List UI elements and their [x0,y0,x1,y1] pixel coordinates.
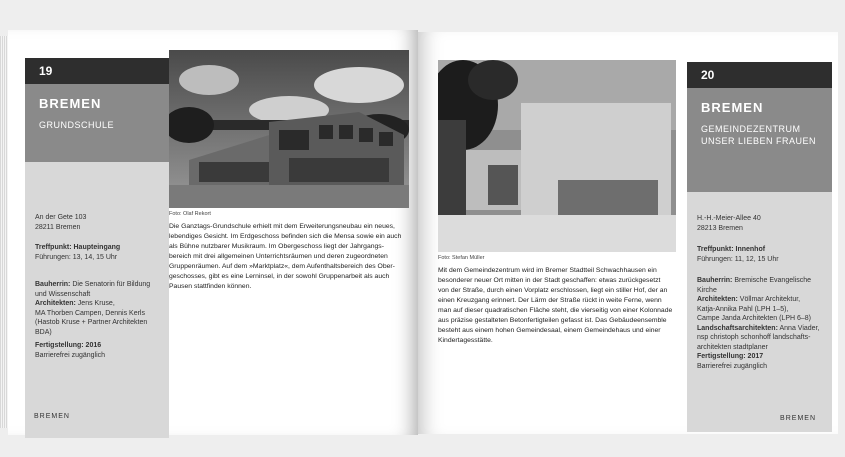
text-line: Gruppenräumen. Auf dem »Marktplatz«, dem Aufenthaltsbereich des Ober- [169,263,395,270]
text-line: einen Kreuzgang erinnert. Der Lärm der Straße rückt in weite Ferne, wenn [438,297,662,304]
community-center-image [438,60,676,252]
text-line: man auf dieser quadratischen Fläche steht, die vierseitig von einer Kolonnade [438,307,673,314]
building-name [701,123,818,147]
address-line: H.-H.-Meier-Allee 40 [697,215,761,222]
description [438,266,683,346]
left-page [8,30,418,435]
architects-line: MA Thorben Campen, Dennis Kerls [35,309,145,317]
credits-block [35,280,163,337]
credits-block [697,276,826,352]
text-line: Mit dem Gemeindezentrum wird im Bremer Stadtteil Schwachhausen ein [438,267,657,274]
text-line: als Bühne nutzbarer Musikraum. Im Obergeschoss liegt der Jahrgangs- [169,243,384,250]
left-sidebar [25,58,169,438]
landscape-line: nsp christoph schonhoff landschafts- [697,334,811,341]
address-line: 28213 Bremen [697,224,743,232]
accessibility: Barrierefrei zugänglich [697,362,768,370]
address-block [35,213,163,232]
text-line: Die Ganztags-Grundschule erhielt mit dem Erweiterungsneubau ein neues, [169,223,395,230]
completion: Fertigstellung: 2017 [697,353,764,360]
building-name-line: GEMEINDEZENTRUM [701,124,801,134]
meeting-point: Treffpunkt: Innenhof [697,246,766,253]
title-box [687,88,832,192]
meeting-block [697,245,826,264]
building-name-line: UNSER LIEBEN FRAUEN [701,136,817,146]
tour-times: Führungen: 11, 12, 15 Uhr [697,255,779,263]
text-line: aus präzise gestalteten Betonfertigteilen gefasst ist. Das Gebäudeensemble [438,317,667,324]
completion-block [35,341,163,360]
description [169,222,414,292]
city-title: BREMEN [701,100,764,115]
landscape: Landschaftsarchitekten: Anna Viader, [697,324,820,332]
text-line: geschosses, gibt es eine Lerninsel, in der sowohl Gruppenarbeit als auch [169,273,390,280]
text-line: Pausen stattfinden können. [169,283,252,290]
text-line: besteht aus einem hohen Gemeindesaal, einem Gemeindehaus und einer [438,327,661,334]
completion: Fertigstellung: 2016 [35,342,102,349]
footer-label: BREMEN [34,413,70,420]
school-photo-image [169,50,409,208]
landscape-line: architekten stadtplaner [697,343,768,351]
accessibility: Barrierefrei zugänglich [35,351,106,359]
client: Bauherrin: Die Senatorin für Bildung und Wissenschaft [35,281,151,298]
architects-line: Campe Janda Architekten (LPH 6–8) [697,315,812,322]
text-line: bereich mit drei allgemeinen Unterrichtsräumen und deren zugeordneten [169,253,388,260]
building-type: GRUNDSCHULE [39,120,115,130]
address-block [697,214,826,233]
school-photo [169,50,409,208]
right-page [418,32,838,434]
meeting-block [35,243,163,262]
photo-credit: Foto: Olaf Rekort [169,211,211,217]
city-title: BREMEN [39,96,102,111]
meeting-point: Treffpunkt: Haupteingang [35,244,121,251]
entry-number: 19 [25,58,169,84]
text-line: lebendiges Gesicht. Im Erdgeschoss befinden sich die Mensa sowie ein auch [169,233,402,240]
tour-times: Führungen: 13, 14, 15 Uhr [35,253,118,261]
client: Bauherrin: Bremische Evangelische Kirche [697,277,812,294]
right-sidebar [687,62,832,432]
address-line: 28211 Bremen [35,223,81,231]
community-center-photo [438,60,676,252]
architects-line: (Hastob Kruse + Partner Architekten BDA) [35,319,148,336]
entry-number: 20 [687,62,832,88]
architects: Architekten: Völlmar Architektur, [697,296,801,303]
architects-line: Katja-Annika Pahl (LPH 1–5), [697,305,789,313]
address-line: An der Gete 103 [35,214,87,221]
title-box [25,84,169,162]
photo-credit: Foto: Stefan Müller [438,255,485,261]
architects: Architekten: Jens Kruse, [35,300,115,307]
completion-block [697,352,826,371]
text-line: von der Straße, durch einen Vorplatz erschlossen, liegt ein stiller Hof, der an [438,287,668,294]
footer-label: BREMEN [780,415,816,422]
text-line: besonderer neuer Ort mitten in der Stadt geschaffen: etwas zurückgesetzt [438,277,661,284]
text-line: Kindertagesstätte. [438,337,493,344]
